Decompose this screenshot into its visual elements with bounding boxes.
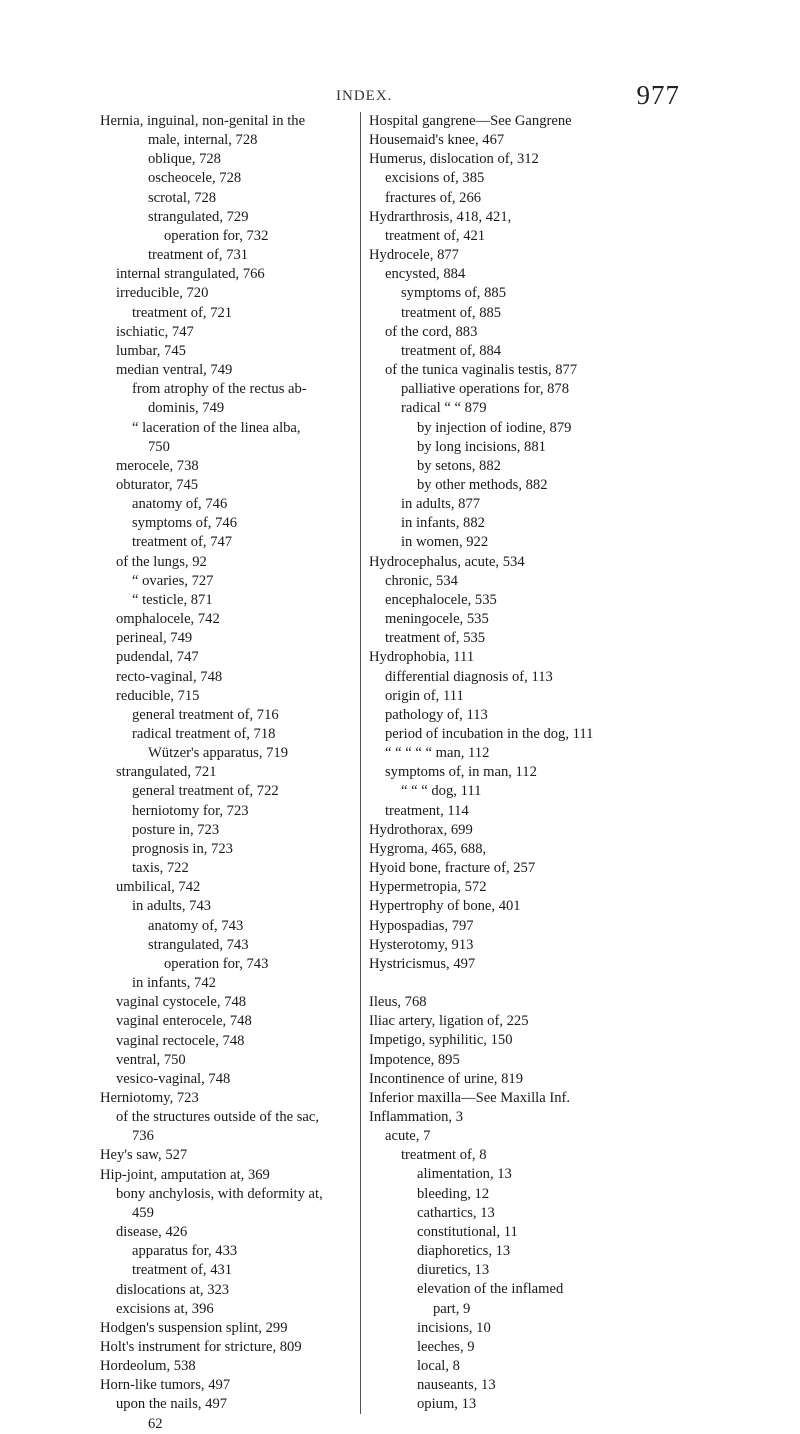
index-subentry: period of incubation in the dog, 111 <box>385 726 594 742</box>
index-subentry: “ testicle, 871 <box>132 591 213 608</box>
index-subentry: apparatus for, 433 <box>132 1243 238 1260</box>
index-entry: Hordeolum, 538 <box>100 1358 196 1375</box>
index-subentry: symptoms of, 885 <box>401 285 506 302</box>
index-subentry: in infants, 882 <box>401 515 485 532</box>
index-entry: Inflammation, 3 <box>369 1108 464 1125</box>
index-subentry: in adults, 877 <box>401 496 481 513</box>
index-subentry: operation for, 732 <box>164 227 269 244</box>
index-subentry: irreducible, 720 <box>116 285 209 302</box>
index-subentry: vesico-vaginal, 748 <box>116 1070 231 1087</box>
index-subentry: by injection of iodine, 879 <box>417 419 572 436</box>
index-subentry: treatment of, 421 <box>385 227 486 244</box>
index-subentry: meningocele, 535 <box>385 611 489 628</box>
index-entry: Housemaid's knee, 467 <box>369 132 505 149</box>
index-subentry: “ laceration of the linea alba, <box>132 419 301 436</box>
index-entry: Hysterotomy, 913 <box>369 936 474 953</box>
index-subentry: by other methods, 882 <box>417 476 548 493</box>
index-subentry: umbilical, 742 <box>116 879 201 896</box>
index-subentry: posture in, 723 <box>132 821 220 838</box>
index-subentry: part, 9 <box>433 1300 471 1317</box>
index-subentry: perineal, 749 <box>116 630 193 647</box>
index-subentry: nauseants, 13 <box>417 1377 496 1394</box>
index-subentry: 62 <box>148 1415 163 1432</box>
page-header <box>0 80 800 110</box>
index-subentry: oblique, 728 <box>148 151 221 168</box>
index-entry: Hygroma, 465, 688, <box>369 840 487 857</box>
index-subentry: pudendal, 747 <box>116 649 199 666</box>
section-gap <box>369 974 709 993</box>
index-subentry: obturator, 745 <box>116 476 199 493</box>
index-entry: Hernia, inguinal, non-genital in the <box>100 113 306 129</box>
index-entry: Hydrocele, 877 <box>369 247 459 264</box>
index-entry: Hystricismus, 497 <box>369 955 476 972</box>
index-subentry: symptoms of, in man, 112 <box>385 764 537 781</box>
index-subentry: constitutional, 11 <box>417 1223 518 1240</box>
index-subentry: treatment of, 721 <box>132 304 233 321</box>
index-subentry: fractures of, 266 <box>385 189 482 206</box>
index-entry: Hip-joint, amputation at, 369 <box>100 1166 270 1183</box>
index-entry: Hypermetropia, 572 <box>369 879 487 896</box>
index-subentry: excisions at, 396 <box>116 1300 214 1317</box>
index-subentry: ischiatic, 747 <box>116 323 194 340</box>
index-subentry: cathartics, 13 <box>417 1204 495 1221</box>
index-entry: Hey's saw, 527 <box>100 1147 188 1164</box>
index-subentry: encephalocele, 535 <box>385 591 497 608</box>
index-subentry: vaginal enterocele, 748 <box>116 1013 252 1030</box>
index-subentry: “ “ “ “ “ man, 112 <box>385 745 490 762</box>
running-head: INDEX. <box>336 88 393 104</box>
index-subentry: taxis, 722 <box>132 860 189 877</box>
index-subentry: strangulated, 743 <box>148 936 249 953</box>
index-subentry: treatment of, 731 <box>148 247 249 264</box>
index-subentry: radical treatment of, 718 <box>132 726 276 742</box>
index-entry: Hydrocephalus, acute, 534 <box>369 553 525 570</box>
index-subentry: local, 8 <box>417 1358 460 1374</box>
index-subentry: strangulated, 729 <box>148 208 249 225</box>
index-subentry: in women, 922 <box>401 534 489 551</box>
index-subentry: treatment of, 885 <box>401 304 502 321</box>
index-subentry: diaphoretics, 13 <box>417 1243 511 1260</box>
index-subentry: general treatment of, 722 <box>132 783 279 800</box>
index-subentry: reducible, 715 <box>116 687 200 704</box>
index-subentry: symptoms of, 746 <box>132 515 237 532</box>
index-subentry: merocele, 738 <box>116 457 199 474</box>
index-entry: Holt's instrument for stricture, 809 <box>100 1339 302 1355</box>
index-subentry: anatomy of, 746 <box>132 496 228 513</box>
index-entry: Hydrophobia, 111 <box>369 649 475 666</box>
index-subentry: by setons, 882 <box>417 457 501 474</box>
index-entry: Inferior maxilla—See Maxilla Inf. <box>369 1089 570 1106</box>
index-entry: Herniotomy, 723 <box>100 1089 199 1106</box>
index-subentry: herniotomy for, 723 <box>132 802 249 819</box>
index-entry: Iliac artery, ligation of, 225 <box>369 1013 529 1030</box>
index-entry: Hypertrophy of bone, 401 <box>369 898 521 915</box>
index-entry: Impetigo, syphilitic, 150 <box>369 1032 513 1049</box>
index-subentry: alimentation, 13 <box>417 1166 512 1183</box>
index-subentry: acute, 7 <box>385 1128 431 1145</box>
index-subentry: treatment of, 431 <box>132 1262 233 1279</box>
index-subentry: vaginal rectocele, 748 <box>116 1032 245 1049</box>
index-entry: Hyoid bone, fracture of, 257 <box>369 860 536 877</box>
index-subentry: elevation of the inflamed <box>417 1281 564 1298</box>
index-subentry: in adults, 743 <box>132 898 212 915</box>
index-subentry: 750 <box>148 438 170 455</box>
index-subentry: encysted, 884 <box>385 266 466 283</box>
index-entry: Hodgen's suspension splint, 299 <box>100 1319 288 1336</box>
index-subentry: treatment of, 884 <box>401 342 502 359</box>
index-entry: Hydrothorax, 699 <box>369 821 473 838</box>
index-subentry: 459 <box>132 1204 154 1221</box>
index-subentry: treatment, 114 <box>385 802 469 819</box>
index-subentry: omphalocele, 742 <box>116 611 220 628</box>
index-subentry: radical “ “ 879 <box>401 400 487 417</box>
index-subentry: diuretics, 13 <box>417 1262 490 1279</box>
index-subentry: opium, 13 <box>417 1396 477 1413</box>
index-subentry: oscheocele, 728 <box>148 170 242 187</box>
index-subentry: of the lungs, 92 <box>116 553 207 570</box>
index-subentry: origin of, 111 <box>385 687 464 704</box>
index-entry: Hydrarthrosis, 418, 421, <box>369 208 512 225</box>
index-entry: Humerus, dislocation of, 312 <box>369 151 539 168</box>
index-subentry: vaginal cystocele, 748 <box>116 994 247 1011</box>
index-subentry: bleeding, 12 <box>417 1185 490 1202</box>
index-entry: Horn-like tumors, 497 <box>100 1377 231 1394</box>
index-subentry: “ “ “ dog, 111 <box>401 783 482 800</box>
index-subentry: internal strangulated, 766 <box>116 266 265 283</box>
index-column-left <box>100 112 360 1434</box>
index-subentry: lumbar, 745 <box>116 342 186 359</box>
page-number: 977 <box>636 80 680 110</box>
index-entry: Hypospadias, 797 <box>369 917 474 934</box>
index-subentry: dominis, 749 <box>148 400 225 417</box>
index-entry: Impotence, 895 <box>369 1051 460 1068</box>
index-subentry: general treatment of, 716 <box>132 706 279 723</box>
index-subentry: Wützer's apparatus, 719 <box>148 745 289 762</box>
index-subentry: incisions, 10 <box>417 1319 491 1336</box>
index-subentry: leeches, 9 <box>417 1338 475 1355</box>
index-subentry: from atrophy of the rectus ab- <box>132 381 307 398</box>
index-subentry: in infants, 742 <box>132 975 216 992</box>
index-subentry: treatment of, 535 <box>385 630 486 647</box>
index-subentry: of the tunica vaginalis testis, 877 <box>385 362 578 379</box>
index-subentry: upon the nails, 497 <box>116 1396 228 1413</box>
index-entry: Hospital gangrene—See Gangrene <box>369 113 572 129</box>
index-subentry: male, internal, 728 <box>148 132 258 149</box>
index-subentry: 736 <box>132 1128 154 1145</box>
index-subentry: by long incisions, 881 <box>417 438 546 455</box>
index-entry: Ileus, 768 <box>369 994 427 1011</box>
index-column-right <box>360 112 709 1414</box>
index-subentry: strangulated, 721 <box>116 764 217 781</box>
index-subentry: pathology of, 113 <box>385 706 488 723</box>
index-subentry: prognosis in, 723 <box>132 840 233 857</box>
index-subentry: median ventral, 749 <box>116 362 233 379</box>
index-subentry: ventral, 750 <box>116 1051 186 1068</box>
index-subentry: “ ovaries, 727 <box>132 572 214 589</box>
index-subentry: excisions of, 385 <box>385 170 485 187</box>
index-subentry: bony anchylosis, with deformity at, <box>116 1185 323 1202</box>
index-entry: Incontinence of urine, 819 <box>369 1070 523 1087</box>
index-subentry: anatomy of, 743 <box>148 917 244 934</box>
index-subentry: dislocations at, 323 <box>116 1281 230 1298</box>
index-subentry: disease, 426 <box>116 1224 188 1241</box>
index-subentry: recto-vaginal, 748 <box>116 668 223 685</box>
index-subentry: of the structures outside of the sac, <box>116 1109 320 1126</box>
index-subentry: treatment of, 8 <box>401 1147 487 1164</box>
index-subentry: treatment of, 747 <box>132 534 233 551</box>
index-subentry: chronic, 534 <box>385 572 458 589</box>
index-subentry: palliative operations for, 878 <box>401 381 570 398</box>
index-subentry: of the cord, 883 <box>385 323 478 340</box>
index-subentry: differential diagnosis of, 113 <box>385 668 553 685</box>
index-subentry: operation for, 743 <box>164 955 269 972</box>
index-subentry: scrotal, 728 <box>148 189 217 206</box>
